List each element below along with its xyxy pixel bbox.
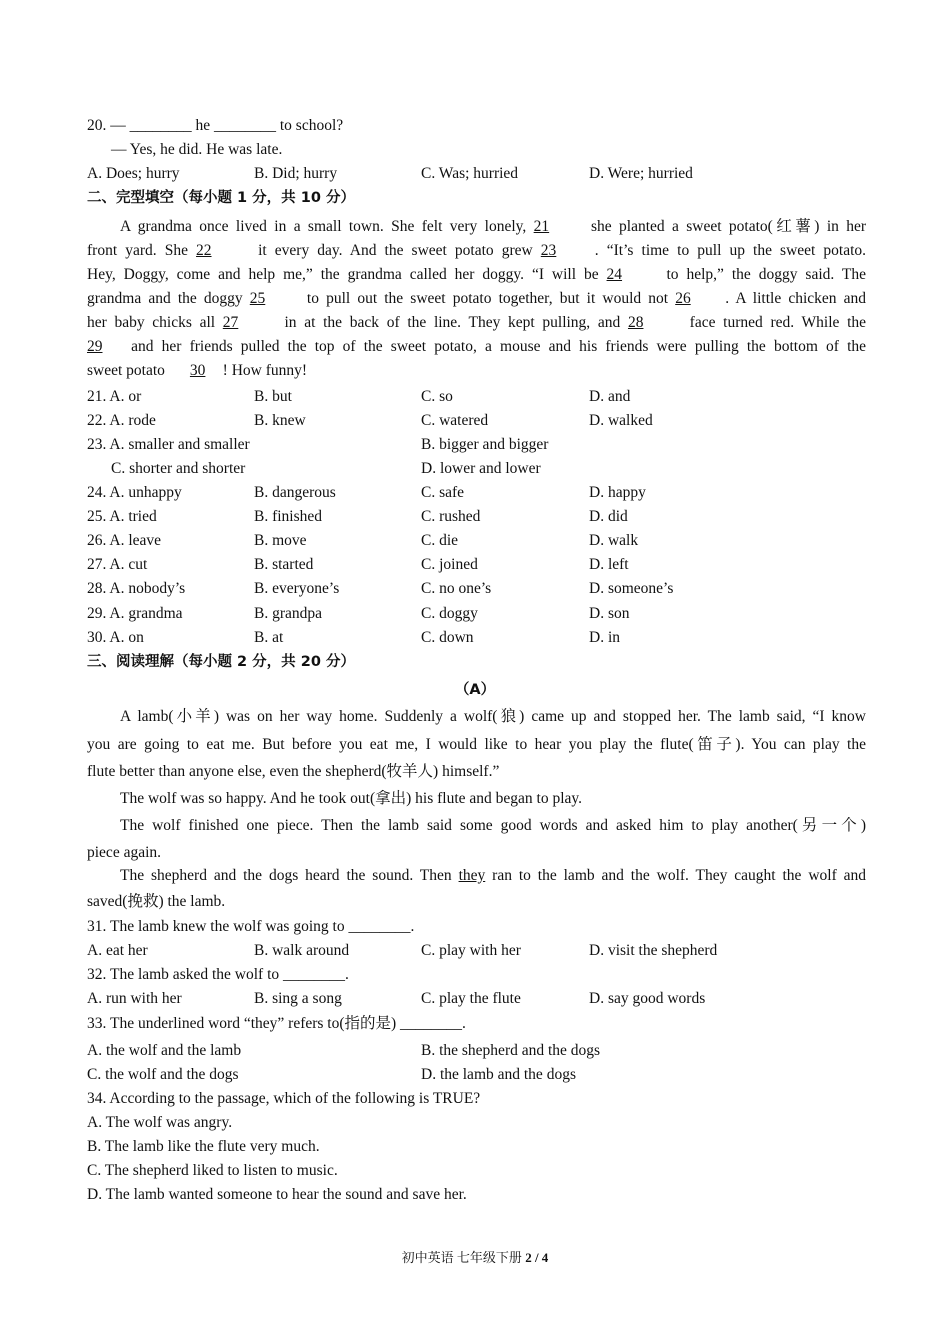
cloze-line-7 xyxy=(87,362,307,380)
cloze-text: face turned red. While the xyxy=(689,314,867,331)
blank-30: 30 xyxy=(189,362,206,379)
q20-reply: — Yes, he did. He was late. xyxy=(111,141,283,158)
cloze-text: her baby chicks all xyxy=(87,314,216,331)
q28-option-c: C. no one’s xyxy=(421,580,492,597)
cloze-text: to help,” the doggy said. The xyxy=(666,266,867,283)
footer-title: 初中英语 七年级下册 xyxy=(401,1250,526,1265)
blank-21: 21 xyxy=(533,218,550,235)
q21-option-d: D. and xyxy=(589,388,631,405)
cloze-text: . A little chicken and xyxy=(725,290,867,307)
cloze-text: A grandma once lived in a small town. She felt very lonely, xyxy=(120,218,527,235)
passage-line: The wolf finished one piece. Then the lamb said some good words and asked him to play another(另一个) xyxy=(120,817,866,834)
q29-option-d: D. son xyxy=(589,605,630,622)
q34-option-a: A. The wolf was angry. xyxy=(87,1114,233,1131)
page-number: 2 / 4 xyxy=(525,1250,549,1265)
passage-label: （A） xyxy=(454,682,496,698)
q30-option-a: 30. A. on xyxy=(87,629,144,646)
q24-option-d: D. happy xyxy=(589,484,646,501)
q29-option-a: 29. A. grandma xyxy=(87,605,183,622)
q26-option-a: 26. A. leave xyxy=(87,532,162,549)
passage-line: saved(挽救) the lamb. xyxy=(87,893,226,910)
cloze-line-5 xyxy=(87,314,866,332)
q34-stem: 34. According to the passage, which of the following is TRUE? xyxy=(87,1090,481,1107)
q20-option-c: C. Was; hurried xyxy=(421,165,519,182)
q25-option-a: 25. A. tried xyxy=(87,508,157,525)
q30-option-b: B. at xyxy=(254,629,284,646)
q21-option-c: C. so xyxy=(421,388,453,405)
passage-line: The wolf was so happy. And he took out(拿出) his flute and began to play. xyxy=(120,790,583,807)
q23-option-c: C. shorter and shorter xyxy=(111,460,246,477)
passage-line: you are going to eat me. But before you eat me, I would like to hear you play the flute(笛子). You can play the xyxy=(87,736,866,753)
q21-option-b: B. but xyxy=(254,388,292,405)
blank-24: 24 xyxy=(606,266,623,283)
cloze-line-2 xyxy=(87,242,866,260)
q30-option-c: C. down xyxy=(421,629,474,646)
cloze-text: front yard. She xyxy=(87,242,188,259)
q23-option-d: D. lower and lower xyxy=(421,460,541,477)
q31-option-d: D. visit the shepherd xyxy=(589,942,718,959)
q20-option-d: D. Were; hurried xyxy=(589,165,693,182)
q32-option-d: D. say good words xyxy=(589,990,706,1007)
cloze-text: sweet potato xyxy=(87,362,165,379)
q30-option-d: D. in xyxy=(589,629,620,646)
cloze-line-1 xyxy=(120,218,866,236)
q28-option-d: D. someone’s xyxy=(589,580,674,597)
cloze-text: to pull out the sweet potato together, but it would not xyxy=(306,290,669,307)
section3-heading: 三、阅读理解（每小题 2 分，共 20 分） xyxy=(87,654,355,670)
q32-stem: 32. The lamb asked the wolf to ________. xyxy=(87,966,349,983)
q27-option-d: D. left xyxy=(589,556,629,573)
cloze-text: she planted a sweet potato(红薯) in her xyxy=(591,218,867,235)
q24-option-b: B. dangerous xyxy=(254,484,336,501)
q32-option-b: B. sing a song xyxy=(254,990,342,1007)
cloze-text: Hey, Doggy, come and help me,” the grandma called her doggy. “I will be xyxy=(87,266,599,283)
q31-option-c: C. play with her xyxy=(421,942,521,959)
blank-29: 29 xyxy=(87,338,103,355)
cloze-text: grandma and the doggy xyxy=(87,290,243,307)
q22-option-c: C. watered xyxy=(421,412,489,429)
q32-option-c: C. play the flute xyxy=(421,990,521,1007)
cloze-text: it every day. And the sweet potato grew xyxy=(258,242,533,259)
q23-option-a: 23. A. smaller and smaller xyxy=(87,436,250,453)
q21-option-a: 21. A. or xyxy=(87,388,142,405)
q26-option-b: B. move xyxy=(254,532,307,549)
q33-option-b: B. the shepherd and the dogs xyxy=(421,1042,601,1059)
passage-line xyxy=(120,867,866,885)
q22-option-a: 22. A. rode xyxy=(87,412,156,429)
q31-stem: 31. The lamb knew the wolf was going to ________. xyxy=(87,918,415,935)
cloze-text: . “It’s time to pull up the sweet potato. xyxy=(594,242,867,259)
section2-heading: 二、完型填空（每小题 1 分，共 10 分） xyxy=(87,190,355,206)
cloze-line-3 xyxy=(87,266,866,284)
q24-option-a: 24. A. unhappy xyxy=(87,484,182,501)
q23-option-b: B. bigger and bigger xyxy=(421,436,549,453)
passage-line: flute better than anyone else, even the shepherd(牧羊人) himself.” xyxy=(87,763,500,780)
passage-line: piece again. xyxy=(87,844,162,861)
passage-text: ran to the lamb and the wolf. They caught the wolf and xyxy=(492,867,867,884)
q26-option-d: D. walk xyxy=(589,532,639,549)
q28-option-a: 28. A. nobody’s xyxy=(87,580,186,597)
cloze-line-4 xyxy=(87,290,866,308)
q25-option-b: B. finished xyxy=(254,508,323,525)
q22-option-b: B. knew xyxy=(254,412,306,429)
q20-option-b: B. Did; hurry xyxy=(254,165,338,182)
q26-option-c: C. die xyxy=(421,532,459,549)
q31-option-b: B. walk around xyxy=(254,942,350,959)
q34-option-b: B. The lamb like the flute very much. xyxy=(87,1138,320,1155)
q27-option-a: 27. A. cut xyxy=(87,556,148,573)
blank-28: 28 xyxy=(627,314,644,331)
q34-option-c: C. The shepherd liked to listen to music. xyxy=(87,1162,338,1179)
blank-23: 23 xyxy=(540,242,557,259)
cloze-text: in at the back of the line. They kept pulling, and xyxy=(284,314,621,331)
q34-option-d: D. The lamb wanted someone to hear the sound and save her. xyxy=(87,1186,467,1203)
underlined-word: they xyxy=(458,867,486,884)
q28-option-b: B. everyone’s xyxy=(254,580,340,597)
q29-option-b: B. grandpa xyxy=(254,605,323,622)
q29-option-c: C. doggy xyxy=(421,605,478,622)
cloze-text: ! How funny! xyxy=(222,362,308,379)
blank-25: 25 xyxy=(249,290,266,307)
q33-stem: 33. The underlined word “they” refers to(指的是) ________. xyxy=(87,1015,466,1032)
q27-option-c: C. joined xyxy=(421,556,478,573)
blank-27: 27 xyxy=(222,314,239,331)
q31-option-a: A. eat her xyxy=(87,942,148,959)
blank-22: 22 xyxy=(196,242,212,259)
q22-option-d: D. walked xyxy=(589,412,653,429)
q20-stem: 20. — ________ he ________ to school? xyxy=(87,117,344,134)
q20-option-a: A. Does; hurry xyxy=(87,165,180,182)
q33-option-d: D. the lamb and the dogs xyxy=(421,1066,576,1083)
q27-option-b: B. started xyxy=(254,556,314,573)
passage-line: A lamb(小羊) was on her way home. Suddenly a wolf(狼) came up and stopped her. The lamb said, “I know xyxy=(120,708,866,725)
q25-option-c: C. rushed xyxy=(421,508,481,525)
q25-option-d: D. did xyxy=(589,508,628,525)
blank-26: 26 xyxy=(675,290,691,307)
cloze-line-6 xyxy=(87,338,866,356)
q24-option-c: C. safe xyxy=(421,484,465,501)
q33-option-a: A. the wolf and the lamb xyxy=(87,1042,242,1059)
page-footer xyxy=(0,1247,950,1266)
cloze-text: and her friends pulled the top of the sweet potato, a mouse and his friends were pulling the bottom of the xyxy=(131,338,866,355)
q32-option-a: A. run with her xyxy=(87,990,182,1007)
q33-option-c: C. the wolf and the dogs xyxy=(87,1066,239,1083)
passage-text: The shepherd and the dogs heard the sound. Then xyxy=(120,867,452,884)
